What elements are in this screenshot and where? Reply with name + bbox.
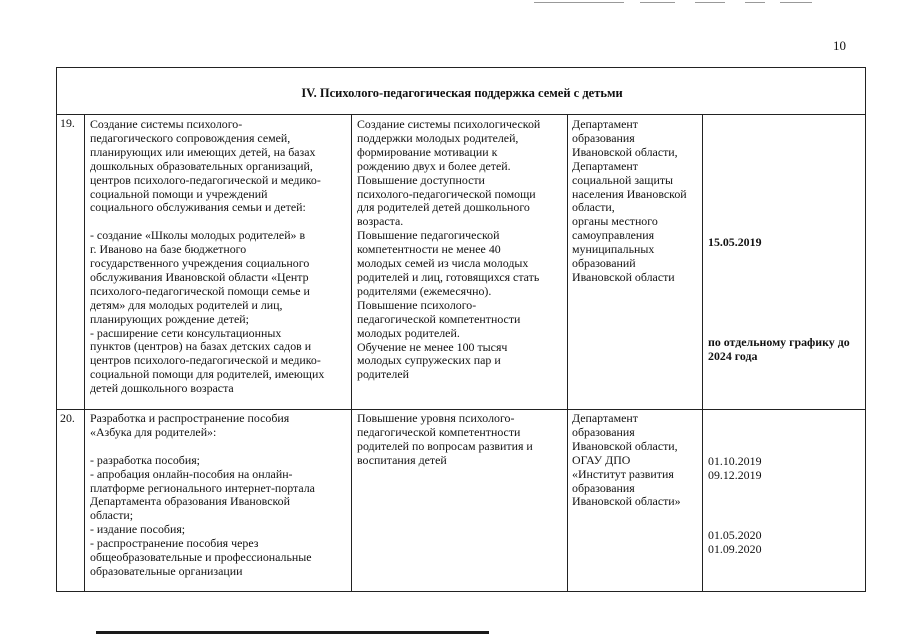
text-line: родителей по вопросам развития и bbox=[357, 438, 533, 453]
text-line: Ивановской области, bbox=[572, 144, 678, 159]
text-line: - расширение сети консультационных bbox=[90, 325, 282, 340]
text-line: педагогического сопровождения семей, bbox=[90, 130, 291, 145]
text-line: образований bbox=[572, 256, 636, 271]
text-line: компетентности не менее 40 bbox=[357, 242, 501, 257]
column-divider bbox=[351, 114, 352, 591]
text-line: области; bbox=[90, 508, 134, 523]
text-line: - распространение пособия через bbox=[90, 536, 259, 551]
text-line: центров психолого-педагогической и медико- bbox=[90, 353, 321, 368]
footer-rule bbox=[96, 631, 489, 634]
deadline-date: 01.09.2020 bbox=[708, 542, 762, 556]
text-line: обслуживания Ивановской области «Центр bbox=[90, 269, 309, 284]
blank-line bbox=[90, 440, 315, 454]
text-line: молодых супружеских пар и bbox=[357, 353, 501, 368]
deadline-date: 01.10.2019 bbox=[708, 454, 762, 468]
text-line: «Азбука для родителей»: bbox=[90, 424, 217, 439]
text-line: рождению двух и более детей. bbox=[357, 158, 511, 173]
scan-artifact-line bbox=[695, 2, 725, 3]
text-line: педагогической компетентности bbox=[357, 311, 521, 326]
text-line: Ивановской области bbox=[572, 269, 675, 284]
text-line: общеобразовательные и профессиональные bbox=[90, 550, 312, 565]
result-cell bbox=[357, 118, 540, 382]
text-line: - издание пособия; bbox=[90, 522, 186, 537]
deadline-text: по отдельному графику до bbox=[708, 335, 850, 349]
text-line: родителями (ежемесячно). bbox=[357, 283, 492, 298]
text-line: Департамента образования Ивановской bbox=[90, 494, 290, 509]
text-line: родителей и лиц, готовящихся стать bbox=[357, 269, 540, 284]
text-line: поддержки молодых родителей, bbox=[357, 130, 519, 145]
text-line: самоуправления bbox=[572, 228, 655, 243]
text-line: - апробация онлайн-пособия на онлайн- bbox=[90, 466, 293, 481]
text-line: образования bbox=[572, 424, 635, 439]
text-line: воспитания детей bbox=[357, 452, 447, 467]
column-divider bbox=[84, 114, 85, 591]
text-line: платформе регионального интернет-портала bbox=[90, 480, 315, 495]
text-line: образования bbox=[572, 130, 635, 145]
text-line: психолого-педагогической помощи семье и bbox=[90, 283, 310, 298]
text-line: государственного учреждения социального bbox=[90, 256, 310, 271]
deadline-date: 15.05.2019 bbox=[708, 235, 762, 249]
activity-cell bbox=[90, 412, 315, 579]
text-line: дошкольных образовательных организаций, bbox=[90, 158, 313, 173]
text-line: «Институт развития bbox=[572, 466, 674, 481]
text-line: детей дошкольного возраста bbox=[90, 381, 234, 396]
scan-artifact-line bbox=[640, 2, 675, 3]
deadline-date: 01.05.2020 bbox=[708, 528, 762, 542]
text-line: образовательные организации bbox=[90, 563, 243, 578]
text-line: планирующих рождение детей; bbox=[90, 311, 249, 326]
executor-cell bbox=[572, 412, 681, 509]
deadline-text: 2024 года bbox=[708, 349, 758, 363]
table-divider bbox=[57, 409, 865, 410]
text-line: Повышение уровня психолого- bbox=[357, 411, 515, 425]
text-line: социальной защиты bbox=[572, 172, 674, 187]
text-line: Департамент bbox=[572, 117, 638, 131]
blank-line bbox=[90, 215, 324, 229]
deadline-date: 09.12.2019 bbox=[708, 468, 762, 482]
text-line: муниципальных bbox=[572, 242, 655, 257]
scan-artifact-line bbox=[780, 2, 812, 3]
text-line: области, bbox=[572, 200, 615, 215]
scan-artifact-line bbox=[534, 2, 624, 3]
text-line: Создание системы психолого- bbox=[90, 117, 243, 131]
text-line: социальной помощи и учреждений bbox=[90, 186, 268, 201]
section-title: IV. Психолого-педагогическая поддержка семей с детьми bbox=[301, 86, 623, 100]
table-divider bbox=[57, 114, 865, 115]
result-cell bbox=[357, 412, 533, 468]
text-line: Повышение педагогической bbox=[357, 228, 500, 243]
executor-cell bbox=[572, 118, 687, 285]
text-line: Создание системы психологической bbox=[357, 117, 541, 131]
text-line: формирование мотивации к bbox=[357, 144, 498, 159]
scan-artifact-line bbox=[745, 2, 765, 3]
text-line: молодых семей из числа молодых bbox=[357, 256, 529, 271]
measures-table bbox=[56, 67, 866, 592]
text-line: Обучение не менее 100 тысяч bbox=[357, 339, 508, 354]
text-line: возраста. bbox=[357, 214, 404, 229]
text-line: молодых родителей. bbox=[357, 325, 460, 340]
text-line: образования bbox=[572, 480, 635, 495]
text-line: Ивановской области, bbox=[572, 438, 678, 453]
text-line: детям» для молодых родителей и лиц, bbox=[90, 297, 283, 312]
row-number: 19. bbox=[60, 116, 75, 130]
text-line: ОГАУ ДПО bbox=[572, 452, 631, 467]
text-line: населения Ивановской bbox=[572, 186, 687, 201]
row-number: 20. bbox=[60, 411, 75, 425]
text-line: - создание «Школы молодых родителей» в bbox=[90, 228, 306, 243]
text-line: центров психолого-педагогической и медико- bbox=[90, 172, 321, 187]
text-line: Разработка и распространение пособия bbox=[90, 411, 290, 425]
text-line: планирующих или имеющих детей, на базах bbox=[90, 144, 316, 159]
column-divider bbox=[567, 114, 568, 591]
text-line: социального обслуживания семьи и детей: bbox=[90, 200, 306, 215]
text-line: Департамент bbox=[572, 158, 638, 173]
text-line: Ивановской области» bbox=[572, 494, 681, 509]
text-line: г. Иваново на базе бюджетного bbox=[90, 242, 247, 257]
text-line: органы местного bbox=[572, 214, 658, 229]
text-line: социальной помощи для родителей, имеющих bbox=[90, 367, 325, 382]
text-line: - разработка пособия; bbox=[90, 452, 200, 467]
activity-cell bbox=[90, 118, 324, 396]
text-line: для родителей детей дошкольного bbox=[357, 200, 530, 215]
text-line: Повышение психолого- bbox=[357, 297, 477, 312]
column-divider bbox=[702, 114, 703, 591]
text-line: психолого-педагогической помощи bbox=[357, 186, 536, 201]
text-line: пунктов (центров) на базах детских садов и bbox=[90, 339, 312, 354]
page-number: 10 bbox=[833, 38, 846, 53]
text-line: Департамент bbox=[572, 411, 638, 425]
text-line: родителей bbox=[357, 367, 410, 382]
text-line: педагогической компетентности bbox=[357, 424, 521, 439]
text-line: Повышение доступности bbox=[357, 172, 485, 187]
